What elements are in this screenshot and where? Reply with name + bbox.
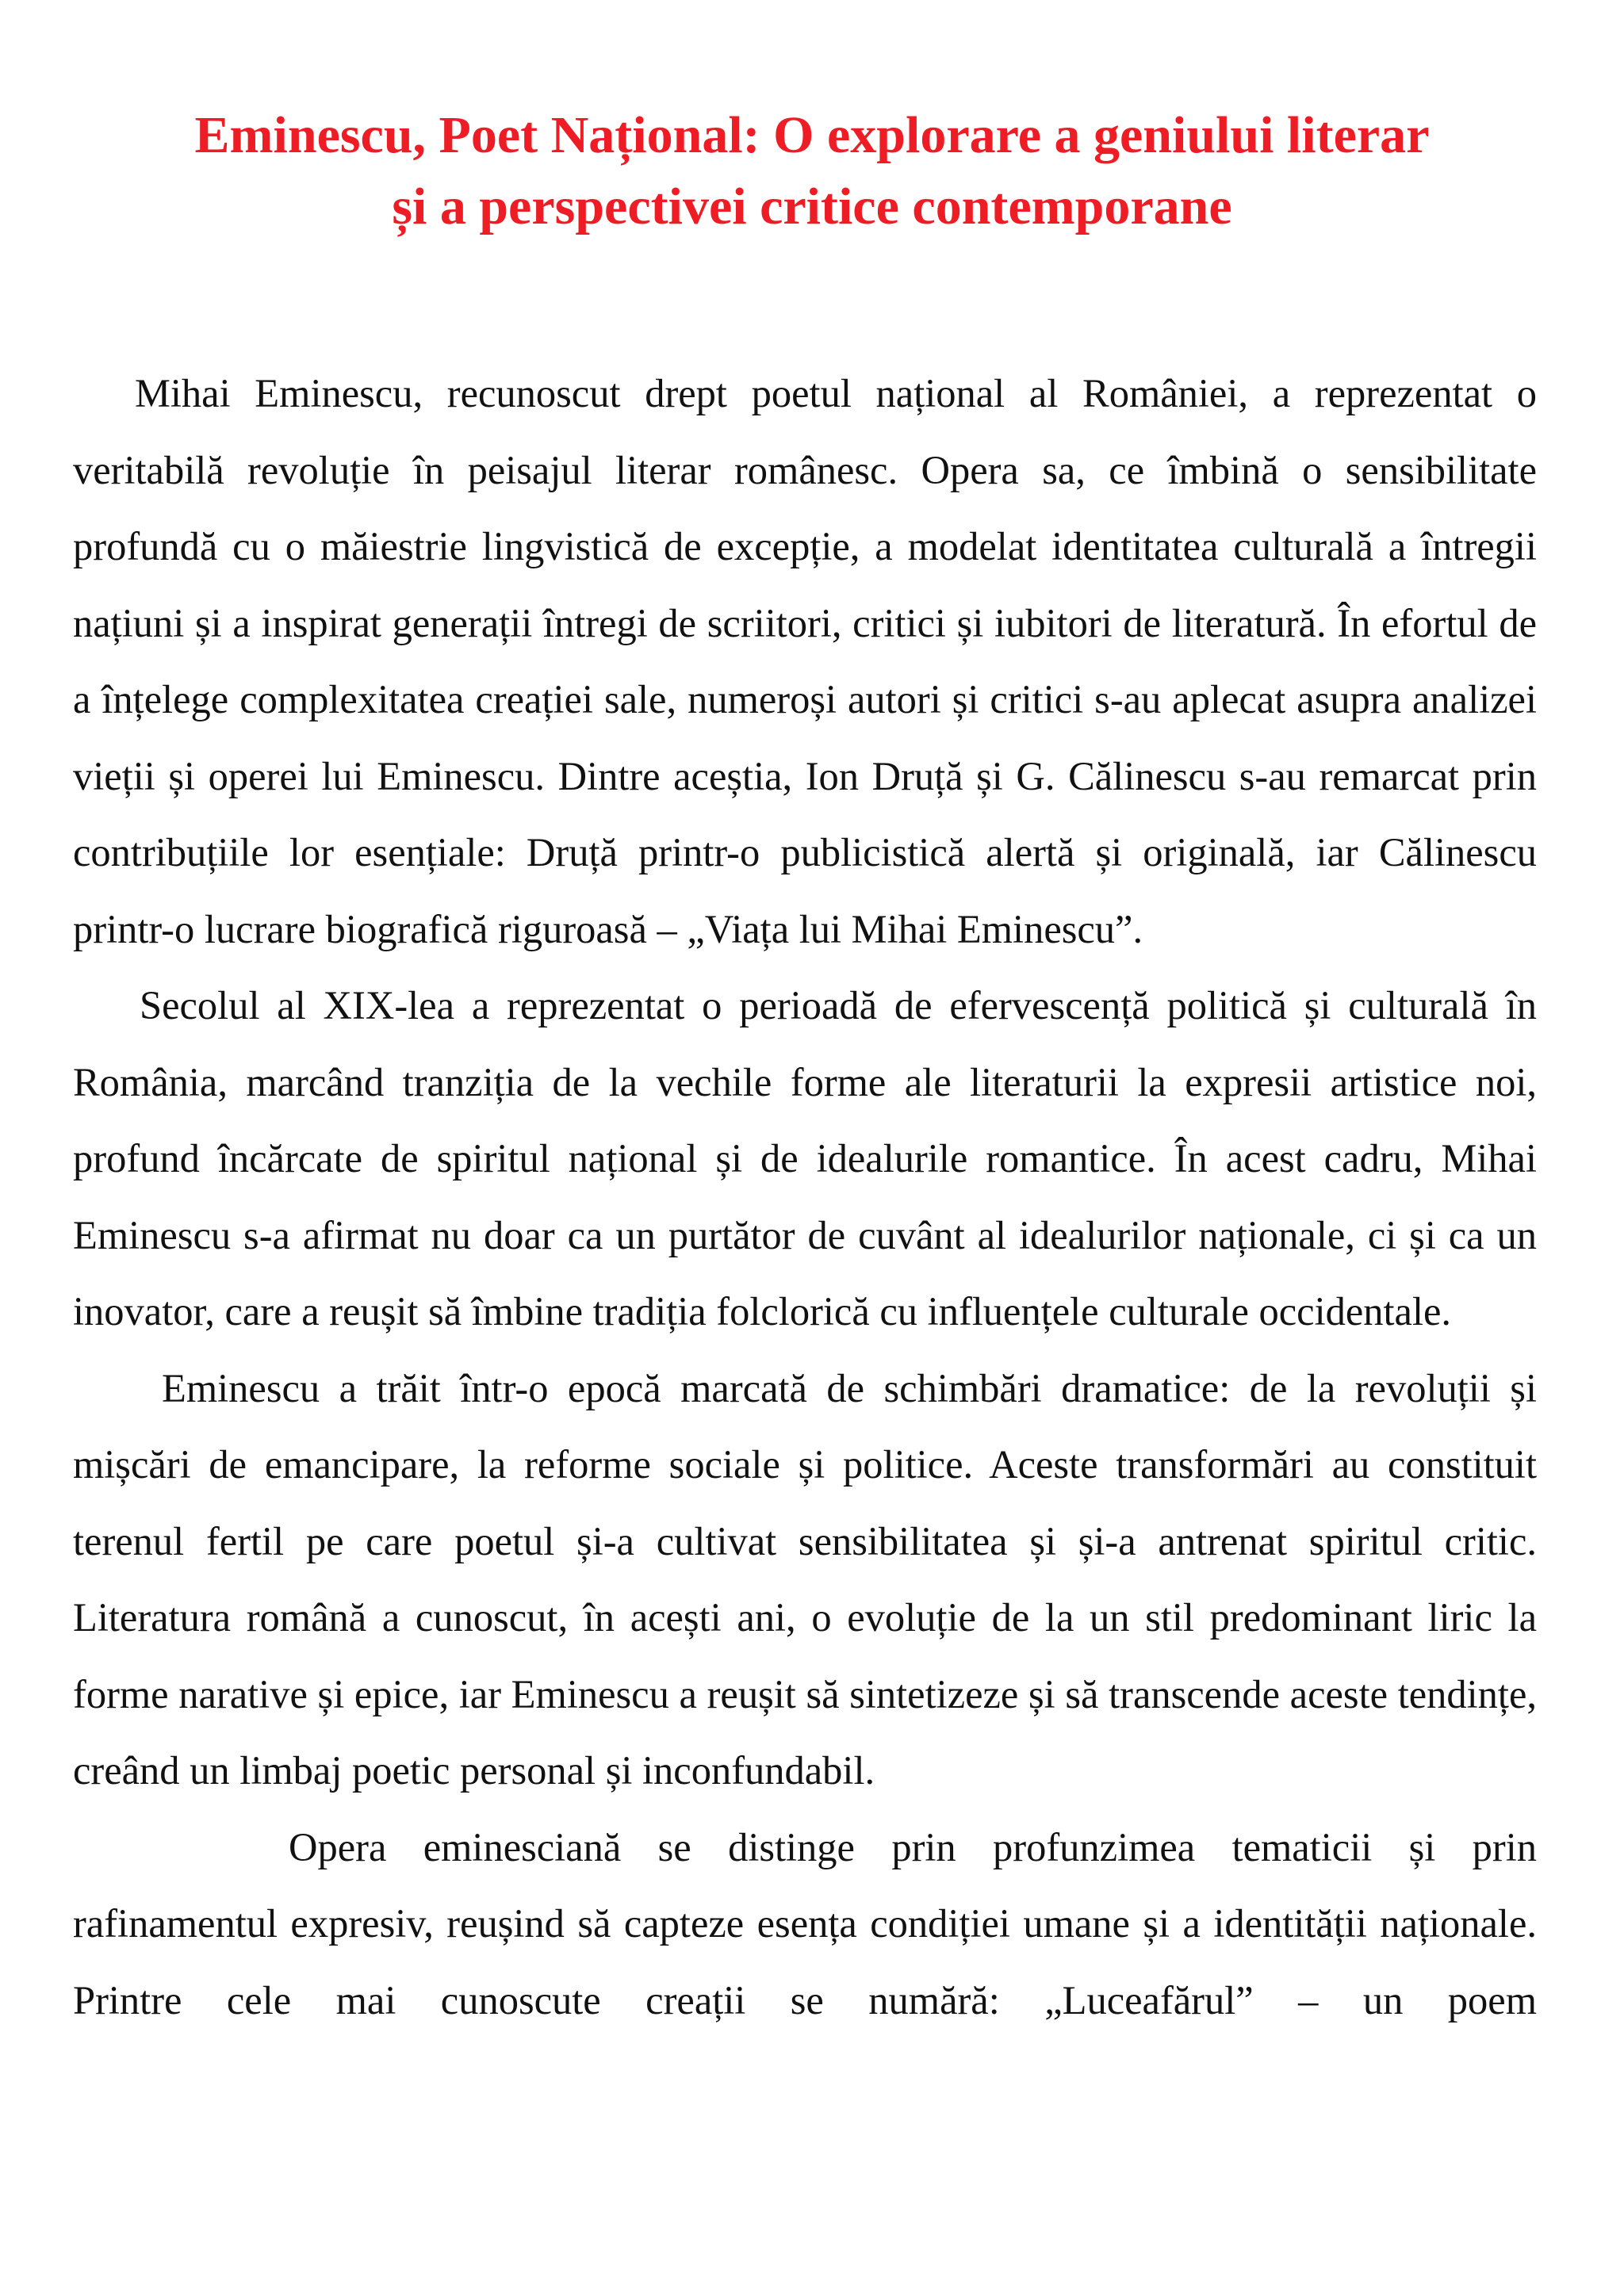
- title-line-1: Eminescu, Poet Național: O explorare a geniului literar: [194, 106, 1430, 164]
- paragraph-2: Secolul al XIX-lea a reprezentat o perioadă de efervescență politică și culturală în România, marcând tranziția de la vechile forme ale literaturii la expresii artistice noi, profund încărcate de spiritul național și de idealurile romantice. În acest cadru, Mihai Eminescu s-a afirmat nu doar ca un purtător de cuvânt al idealurilor naționale, ci și ca un inovator, care a reușit să îmbine tradiția folclorică cu influențele culturale occidentale.: [73, 983, 1537, 1334]
- paragraph-4: Opera eminesciană se distinge prin profunzimea tematicii și prin rafinamentul expresiv, reușind să capteze esența condiției umane și a identității naționale. Printre cele mai cunoscute creații se numără: „Luceafărul” – un poem: [73, 1824, 1537, 2022]
- paragraph-3: Eminescu a trăit într-o epocă marcată de schimbări dramatice: de la revoluții și mișcări de emancipare, la reforme sociale și politice. Aceste transformări au constituit terenul fertil pe care poetul și-a cultivat sensibilitatea și și-a antrenat spiritul critic. Literatura română a cunoscut, în acești ani, o evoluție de la un stil predominant liric la forme narative și epice, iar Eminescu a reușit să sintetizeze și să transcende aceste tendințe, creând un limbaj poetic personal și inconfundabil.: [73, 1365, 1537, 1793]
- paragraph-1: Mihai Eminescu, recunoscut drept poetul național al României, a reprezentat o veritabilă revoluție în peisajul literar românesc. Opera sa, ce îmbină o sensibilitate profundă cu o măiestrie lingvistică de excepție, a modelat identitatea culturală a întregii națiuni și a inspirat generații întregi de scriitori, critici și iubitori de literatură. În efortul de a înțelege complexitatea creației sale, numeroși autori și critici s-au aplecat asupra analizei vieții și operei lui Eminescu. Dintre aceștia, Ion Druță și G. Călinescu s-au remarcat prin contribuțiile lor esențiale: Druță printr-o publicistică alertă și originală, iar Călinescu printr-o lucrare biografică riguroasă – „Viața lui Mihai Eminescu”.: [73, 371, 1537, 951]
- document-body: [73, 355, 1537, 2038]
- title-line-2: și a perspectivei critice contemporane: [392, 178, 1232, 235]
- document-title: [63, 100, 1561, 243]
